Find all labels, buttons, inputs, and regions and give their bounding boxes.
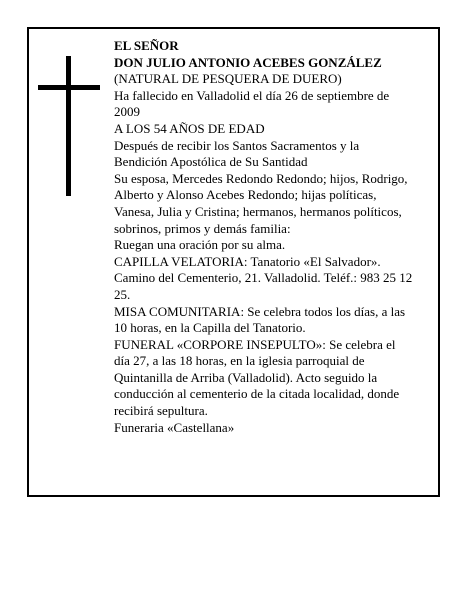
deceased-name: DON JULIO ANTONIO ACEBES GONZÁLEZ [114, 54, 382, 70]
funeral-home-line: Funeraria «Castellana» [114, 419, 235, 435]
prayer-line: Ruegan una oración por su alma. [114, 237, 286, 253]
mass-paragraph: MISA COMUNITARIA: Se celebra todos los días, a las 10 horas, en la Capilla del Tanatorio. [114, 303, 406, 336]
age-line: A LOS 54 AÑOS DE EDAD [114, 120, 265, 136]
death-line: Ha fallecido en Valladolid el día 26 de septiembre de 2009 [114, 87, 390, 120]
sacraments-line: Después de recibir los Santos Sacramentos y la Bendición Apostólica de Su Santidad [114, 137, 360, 170]
title-senor: EL SEÑOR [114, 38, 179, 53]
family-paragraph: Su esposa, Mercedes Redondo Redondo; hijos, Rodrigo, Alberto y Alonso Acebes Redondo; hijas políticas, Vanesa, Julia y Cristina; hermanos, hermanos políticos, sobrinos, primos y demás familia: [114, 170, 408, 236]
funeral-paragraph: FUNERAL «CORPORE INSEPULTO»: Se celebra el día 27, a las 18 horas, en la iglesia parroquial de Quintanilla de Arriba (Valladolid). Acto seguido la conducción al cementerio de la citada localidad, donde recibirá sepultura. [114, 336, 400, 419]
origin-line: (NATURAL DE PESQUERA DE DUERO) [114, 71, 342, 87]
chapel-paragraph: CAPILLA VELATORIA: Tanatorio «El Salvador». Camino del Cementerio, 21. Valladolid. Teléf.: 983 25 12 25. [114, 253, 413, 302]
obituary-text [114, 38, 414, 436]
